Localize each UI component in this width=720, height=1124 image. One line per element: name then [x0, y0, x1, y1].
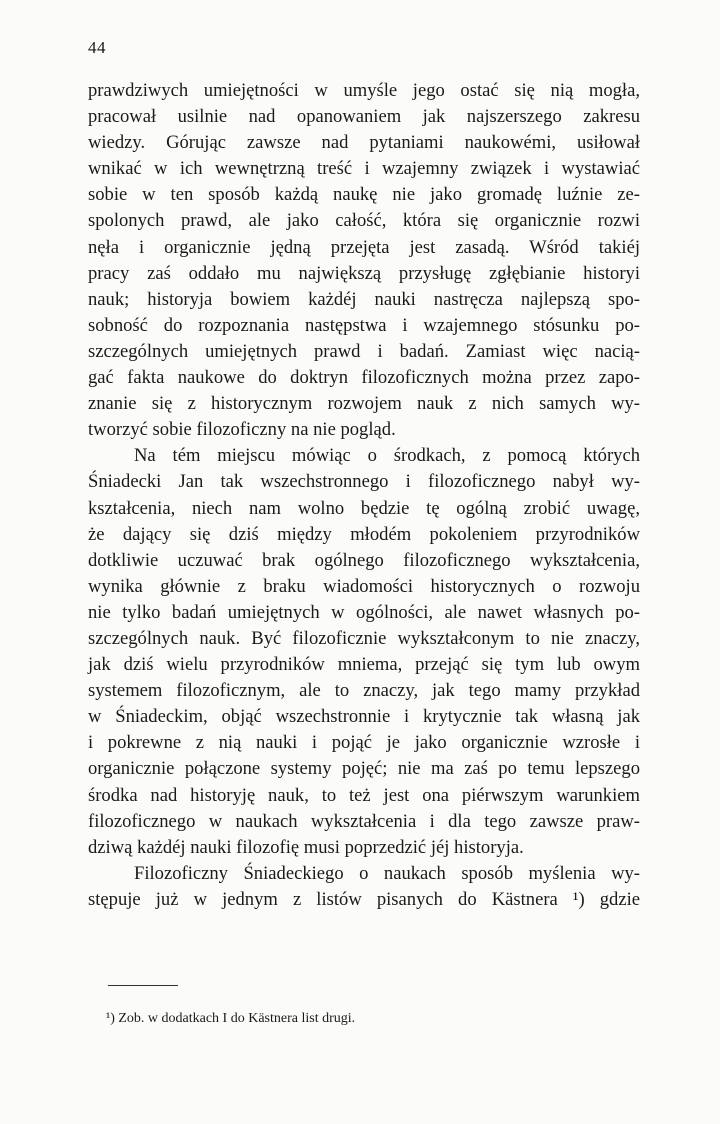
- text-line: gać fakta naukowe do doktryn filozoficznych można przez zapo-: [88, 367, 640, 389]
- text-block: [88, 78, 640, 913]
- text-line: tworzyć sobie filozoficzny na nie pogląd.: [88, 419, 396, 441]
- text-line: systemem filozoficznym, ale to znaczy, jak tego mamy przykład: [88, 680, 640, 702]
- text-line: kształcenia, niech nam wolno będzie tę ogólną zrobić uwagę,: [88, 497, 640, 519]
- text-line: wiedzy. Górując zawsze nad pytaniami naukowémi, usiłował: [88, 132, 640, 154]
- text-line: dotkliwie uczuwać brak ogólnego filozoficznego wykształcenia,: [88, 549, 640, 571]
- text-line: sobność do rozpoznania następstwa i wzajemnego stósunku po-: [88, 314, 640, 336]
- text-line: wynika głównie z braku wiadomości historycznych o rozwoju: [88, 575, 640, 597]
- text-line: wnikać w ich wewnętrzną treść i wzajemny związek i wystawiać: [88, 158, 640, 180]
- text-line: że dający się dziś między młodém pokoleniem przyrodników: [88, 523, 640, 545]
- text-line: Śniadecki Jan tak wszechstronnego i filozoficznego nabył wy-: [88, 471, 640, 493]
- footnote-rule: [108, 985, 178, 986]
- text-line: w Śniadeckim, objąć wszechstronnie i krytycznie tak własną jak: [88, 706, 640, 728]
- text-line: sobie w ten sposób każdą naukę nie jako gromadę luźnie ze-: [88, 184, 640, 206]
- text-line: szczególnych nauk. Być filozoficznie wykształconym to nie znaczy,: [88, 627, 640, 649]
- text-line: filozoficznego w naukach wykształcenia i dla tego zawsze praw-: [88, 810, 640, 832]
- text-line: środka nad historyję nauk, to też jest ona piérwszym warunkiem: [88, 784, 640, 806]
- text-line: stępuje już w jednym z listów pisanych do Kästnera ¹) gdzie: [88, 888, 640, 910]
- text-line: pracy zaś oddało mu największą przysługę zgłębianie historyi: [88, 262, 640, 284]
- text-line: pracował usilnie nad opanowaniem jak najszerszego zakresu: [88, 106, 640, 128]
- text-line: prawdziwych umiejętności w umyśle jego ostać się nią mogła,: [88, 80, 640, 101]
- text-line: Na tém miejscu mówiąc o środkach, z pomocą których: [134, 445, 640, 467]
- text-line: Filozoficzny Śniadeckiego o naukach sposób myślenia wy-: [134, 862, 640, 884]
- footnote: ¹) Zob. w dodatkach I do Kästnera list drugi.: [106, 1011, 356, 1026]
- page-number: 44: [88, 38, 106, 57]
- text-line: znanie się z historycznym rozwojem nauk z nich samych wy-: [88, 393, 640, 415]
- text-line: jak dziś wielu przyrodników mniema, przejąć się tym lub owym: [88, 654, 640, 676]
- text-line: nęła i organicznie jędną przejęta jest zasadą. Wśród takiéj: [88, 236, 640, 258]
- text-line: szczególnych umiejętnych prawd i badań. Zamiast więc nacią-: [88, 340, 640, 362]
- text-line: dziwą każdéj nauki filozofię musi poprzedzić jéj historyja.: [88, 836, 524, 858]
- text-line: organicznie połączone systemy pojęć; nie ma zaś po temu lepszego: [88, 758, 640, 780]
- text-line: nie tylko badań umiejętnych w ogólności, ale nawet własnych po-: [88, 601, 640, 623]
- text-line: spolonych prawd, ale jako całość, która się organicznie rozwi: [88, 210, 640, 232]
- text-line: nauk; historyja bowiem każdéj nauki nastręcza najlepszą spo-: [88, 288, 640, 310]
- text-line: i pokrewne z nią nauki i pojąć je jako organicznie wzrosłe i: [88, 732, 640, 754]
